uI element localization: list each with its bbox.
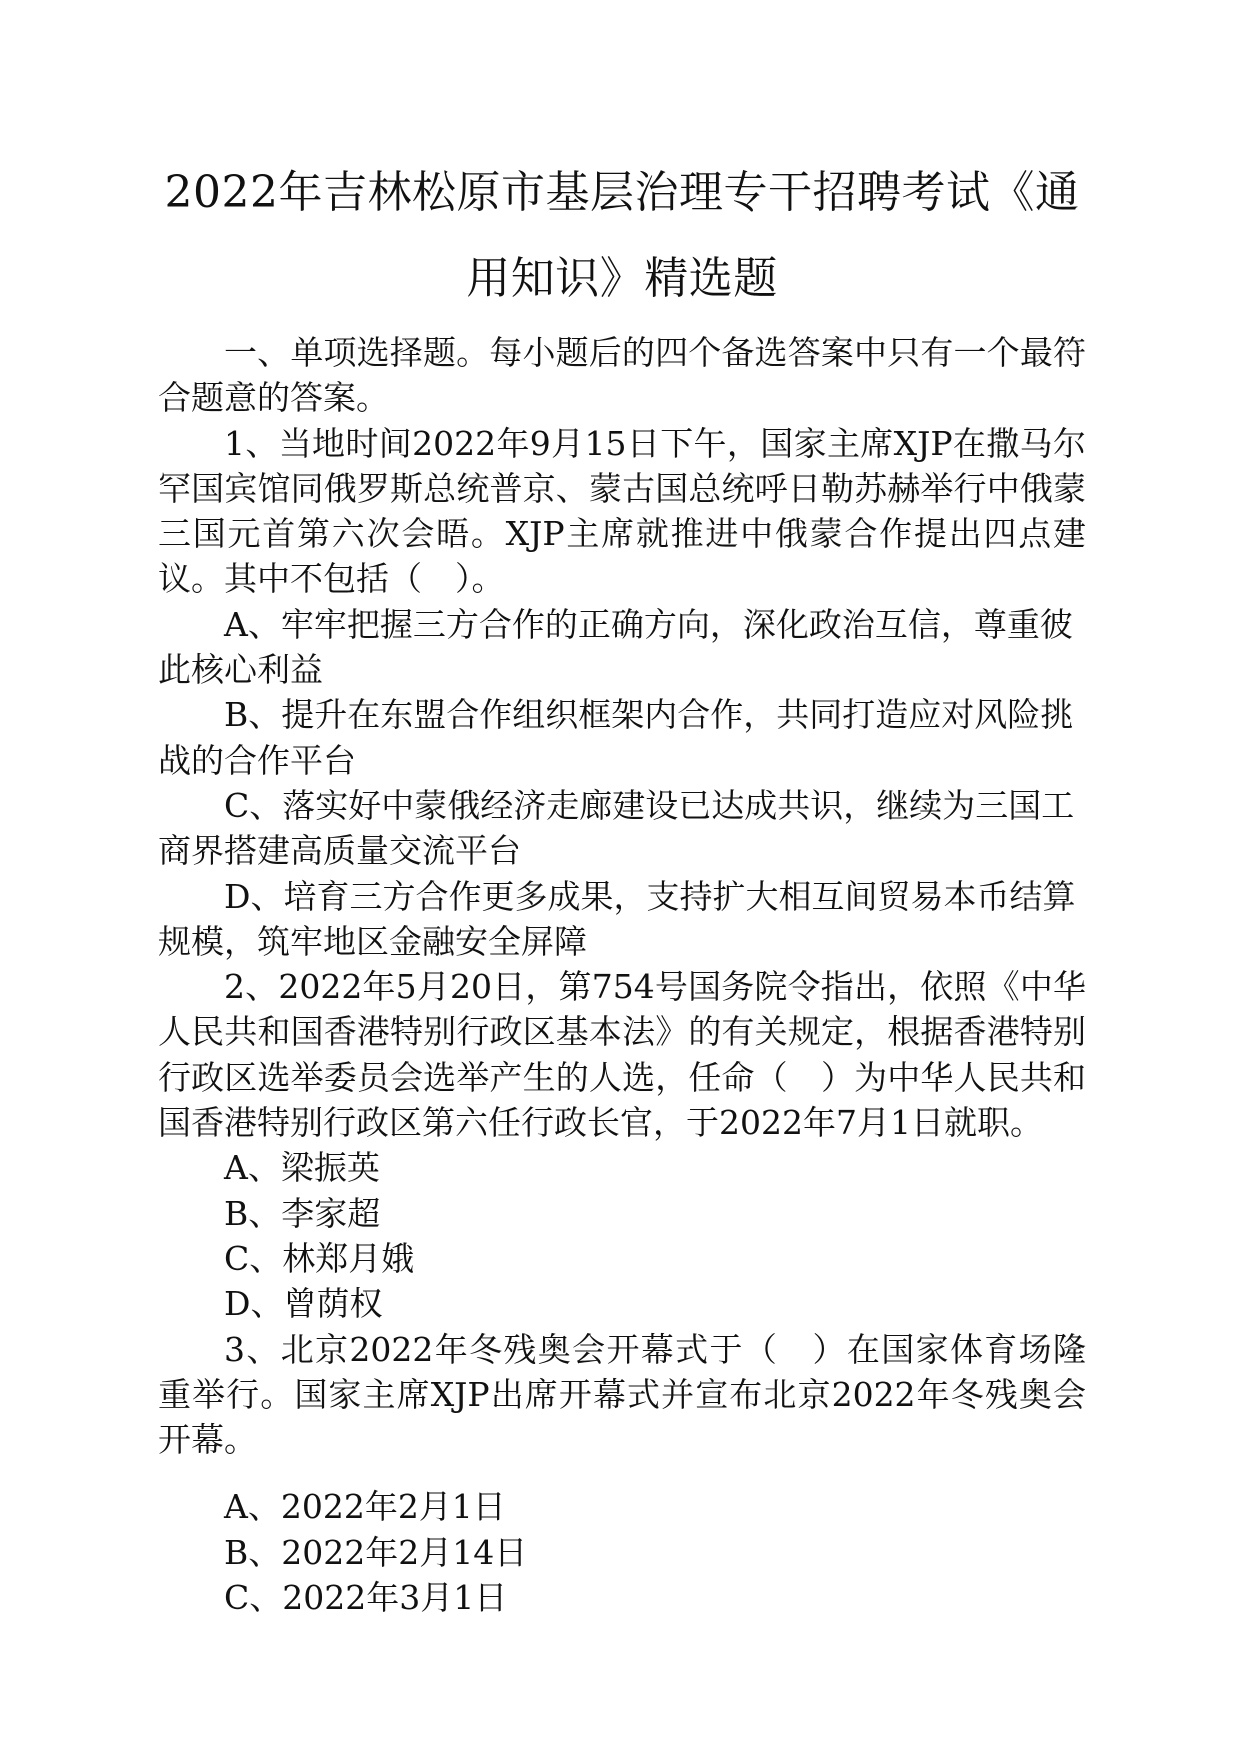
option-c: C、落实好中蒙俄经济走廊建设已达成共识，继续为三国工商界搭建高质量交流平台 [158, 785, 1075, 871]
option-c: C、林郑月娥 [224, 1238, 415, 1278]
question-2 [158, 964, 1086, 1326]
option-b: B、提升在东盟合作组织框架内合作，共同打造应对风险挑战的合作平台 [158, 695, 1074, 780]
option-a: A、2022年2月1日 [224, 1487, 506, 1527]
spacer [158, 1462, 1086, 1484]
option-a: A、梁振英 [224, 1148, 380, 1188]
option-d: D、曾荫权 [224, 1284, 383, 1324]
option-a: A、牢牢把握三方合作的正确方向，深化政治互信，尊重彼此核心利益 [158, 604, 1073, 690]
question-stem: 2、2022年5月20日，第754号国务院令指出，依照《中华人民共和国香港特别行政区基本法》的有关规定，根据香港特别行政区选举委员会选举产生的人选，任命（ ）为中华人民共和国香港特别行政区第六任行政长官，于2022年7月1日就职。 [158, 967, 1086, 1143]
question-stem: 1、当地时间2022年9月15日下午，国家主席XJP在撒马尔罕国宾馆同俄罗斯总统普京、蒙古国总统呼日勒苏赫举行中俄蒙三国元首第六次会晤。XJP主席就推进中俄蒙合作提出四点建议。其中不包括（ ）。 [158, 423, 1086, 599]
option-b: B、李家超 [224, 1193, 381, 1233]
section-heading: 一、单项选择题。每小题后的四个备选答案中只有一个最符合题意的答案。 [158, 333, 1086, 418]
option-b: B、2022年2月14日 [224, 1532, 528, 1572]
document-title: 2022年吉林松原市基层治理专干招聘考试《通用知识》精选题 [164, 167, 1080, 304]
question-1 [158, 421, 1086, 965]
document-page [158, 150, 1086, 1620]
question-stem: 3、北京2022年冬残奥会开幕式于（ ）在国家体育场隆重举行。国家主席XJP出席开幕式并宣布北京2022年冬残奥会开幕。 [158, 1329, 1086, 1460]
option-c: C、2022年3月1日 [224, 1578, 508, 1618]
option-d: D、培育三方合作更多成果，支持扩大相互间贸易本币结算规模，筑牢地区金融安全屏障 [158, 876, 1076, 961]
question-3 [158, 1327, 1086, 1621]
